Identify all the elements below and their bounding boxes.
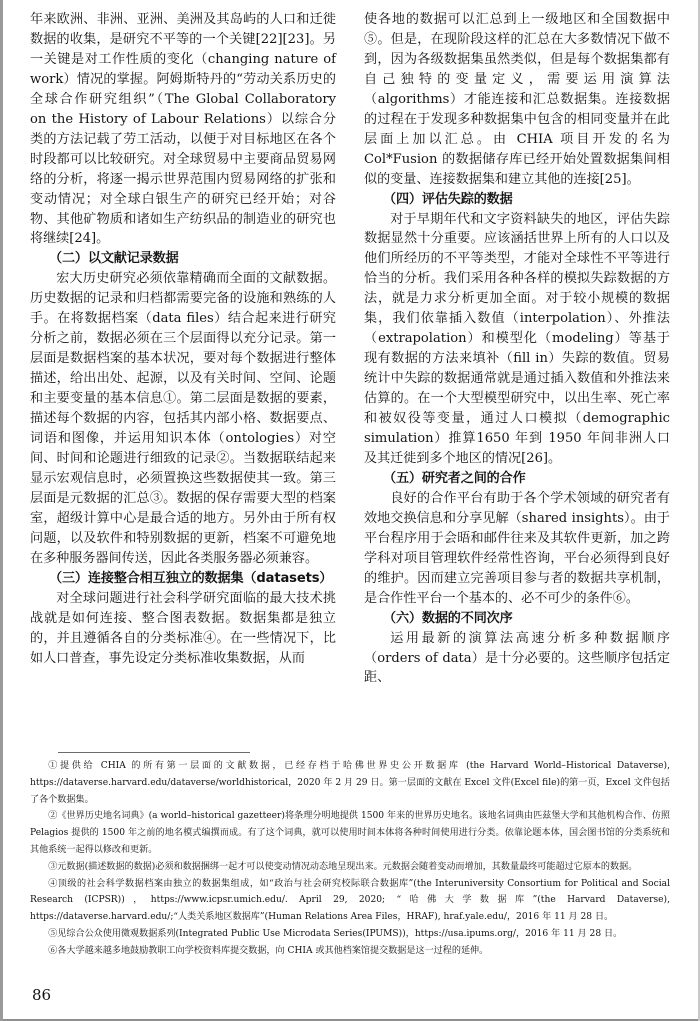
right-column [364, 10, 670, 688]
page-number: 86 [32, 986, 52, 1004]
footnote-item: ⑤见综合公众使用微观数据系列(Integrated Public Use Microdata Series(IPUMS))，https://usa.ipums.org/，2016 年 11 月 28 日。 [48, 928, 623, 939]
footnote-item: ③元数据(描述数据的数据)必须和数据捆绑一起才可以使变动情况动态地呈现出来。元数据会随着变动而增加，其数量最终可能超过它原本的数据。 [48, 861, 638, 872]
footnote-item: ②《世界历史地名词典》(a world–historical gazetteer)将条理分明地提供 1500 年来的世界历史地名。该地名词典由匹兹堡大学和其他机构合作、仿照 Pelagios 提供的 1500 年之前的地名模式编撰而成。有了这个词典，就可以使用时间本体将各种时间使用进行分类。依靠论题本体，国会图书馆的分类系统和其他系统一起得以修改和更新。 [30, 811, 670, 855]
right-paragraph-four: 对于早期年代和文字资料缺失的地区，评估失踪数据显然十分重要。应该涵括世界上所有的人口以及他们所经历的不平等类型，才能对全球性不平等进行恰当的分析。我们采用各种各样的模拟失踪数据的方法，就是力求分析更加全面。对于较小规模的数据集，我们依靠插入数值（interpolation）、外推法（extrapolation）和模型化（modeling）等基于现有数据的方法来填补（fill in）失踪的数值。贸易统计中失踪的数据通常就是通过插入数值和外推法来估算的。在一个大型模型研究中，以出生率、死亡率和被奴役等变量，通过人口模拟（demographic simulation）推算1650 年到 1950 年间非洲人口及其迁徙到多个地区的情况[26]。 [364, 211, 670, 466]
footnote-separator-rule [58, 752, 250, 753]
left-column [30, 10, 336, 688]
heading-section-two: （二）以文献记录数据 [48, 251, 179, 267]
heading-section-four: （四）评估失踪的数据 [382, 191, 513, 207]
right-continued-paragraph: 使各地的数据可以汇总到上一级地区和全国数据中⑤。但是，在现阶段这样的汇总在大多数情况下做不到，因为各级数据集虽然类似，但是每个数据集都有自己独特的变量定义，需要运用演算法（algorithms）才能连接和汇总数据集。连接数据的过程在于发现多种数据集中包含的相同变量并在此层面上加以汇总。由 CHIA 项目开发的名为 Col*Fusion 的数据储存库已经开始处置数据集间相似的变量、连接数据集和建立其他的连接[25]。 [364, 12, 670, 187]
left-paragraph-three: 对全球问题进行社会科学研究面临的最大技术挑战就是如何连接、整合图表数据。数据集都是独立的，并且遵循各自的分类标准④。在一些情况下，比如人口普查，事先设定分类标准收集数据，从而 [30, 590, 336, 666]
right-paragraph-five: 良好的合作平台有助于各个学术领域的研究者有效地交换信息和分享见解（shared insights）。由于平台程序用于会晤和邮件往来及其软件更新，加之跨学科对项目管理软件经常性咨询，平台必须得到良好的维护。因而建立完善项目参与者的数据共享机制，是合作性平台一个基本的、必不可少的条件⑥。 [364, 490, 670, 606]
left-paragraph-two: 宏大历史研究必须依靠精确而全面的文献数据。历史数据的记录和归档都需要完备的设施和熟练的人手。在将数据档案（data files）结合起来进行研究分析之前，数据必须在三个层面得以充分记录。第一层面是数据档案的基本状况，要对每个数据进行整体描述，给出出处、起源，以及有关时间、空间、论题和主要变量的基本信息①。第二层面是数据的要素，描述每个数据的内容，包括其内部小格、数据要点、词语和图像，并运用知识本体（ontologies）对空间、时间和论题进行细致的记录②。当数据联结起来显示宏观信息时，必须置换这些数据使其一致。第三层面是元数据的汇总③。数据的保存需要大型的档案室，超级计算中心是最合适的地方。另外由于所有权问题，以及软件和特别数据的更新，档案不可避免地在多种服务器间传送，因此各类服务器必须兼容。 [30, 271, 336, 566]
footnote-item: ①提供给 CHIA 的所有第一层面的文献数据，已经存档于哈佛世界史公开数据库 (the Harvard World–Historical Dataverse), https://dataverse.harvard.edu/dataverse/worldhistorical，2020 年 2 月 29 日。第一层面的文献在 Excel 文件(Excel file)的第一页，Excel 文件包括了各个数据集。 [30, 761, 670, 805]
left-continued-paragraph: 年来欧洲、非洲、亚洲、美洲及其岛屿的人口和迁徙数据的收集，是研究不平等的一个关键[22][23]。另一关键是对工作性质的变化（changing nature of work）情况的掌握。阿姆斯特丹的“劳动关系历史的全球合作研究组织”（The Global Collaboratory on the History of Labour Relations）以综合分类的方法记载了劳工活动，以便于对目标地区在各个时段都可以比较研究。对全球贸易中主要商品贸易网络的分析，将逐一揭示世界范围内贸易网络的扩张和变动情况；对全球白银生产的研究已经开始；对谷物、其他矿物质和诸如生产纺织品的制造业的研究也将继续[24]。 [30, 12, 336, 247]
heading-section-six: （六）数据的不同次序 [382, 610, 513, 626]
heading-section-five: （五）研究者之间的合作 [382, 470, 526, 486]
heading-section-three: （三）连接整合相互独立的数据集（datasets） [48, 570, 333, 586]
footnote-item: ⑥各大学越来越多地鼓励教职工向学校资料库提交数据，向 CHIA 或其他档案馆提交数据是这一过程的延伸。 [48, 945, 489, 956]
footnote-item: ④顶级的社会科学数据档案由独立的数据集组成，如“政治与社会研究校际联合数据库”(the Interuniversity Consortium for Political and Social Research (ICPSR))，https://www.icpsr.umich.edu/. April 29, 2020; “哈佛大学数据库”(the Harvard Dataverse), https://dataverse.harvard.edu/;“人类关系地区数据库”(Human Relations Area Files，HRAF), hraf.yale.edu/，2016 年 11 月 28 日。 [30, 878, 670, 923]
footnote-block [30, 752, 670, 960]
two-column-body [30, 10, 670, 688]
right-paragraph-six: 运用最新的演算法高速分析多种数据顺序（orders of data）是十分必要的。这些顺序包括定距、 [364, 630, 670, 686]
